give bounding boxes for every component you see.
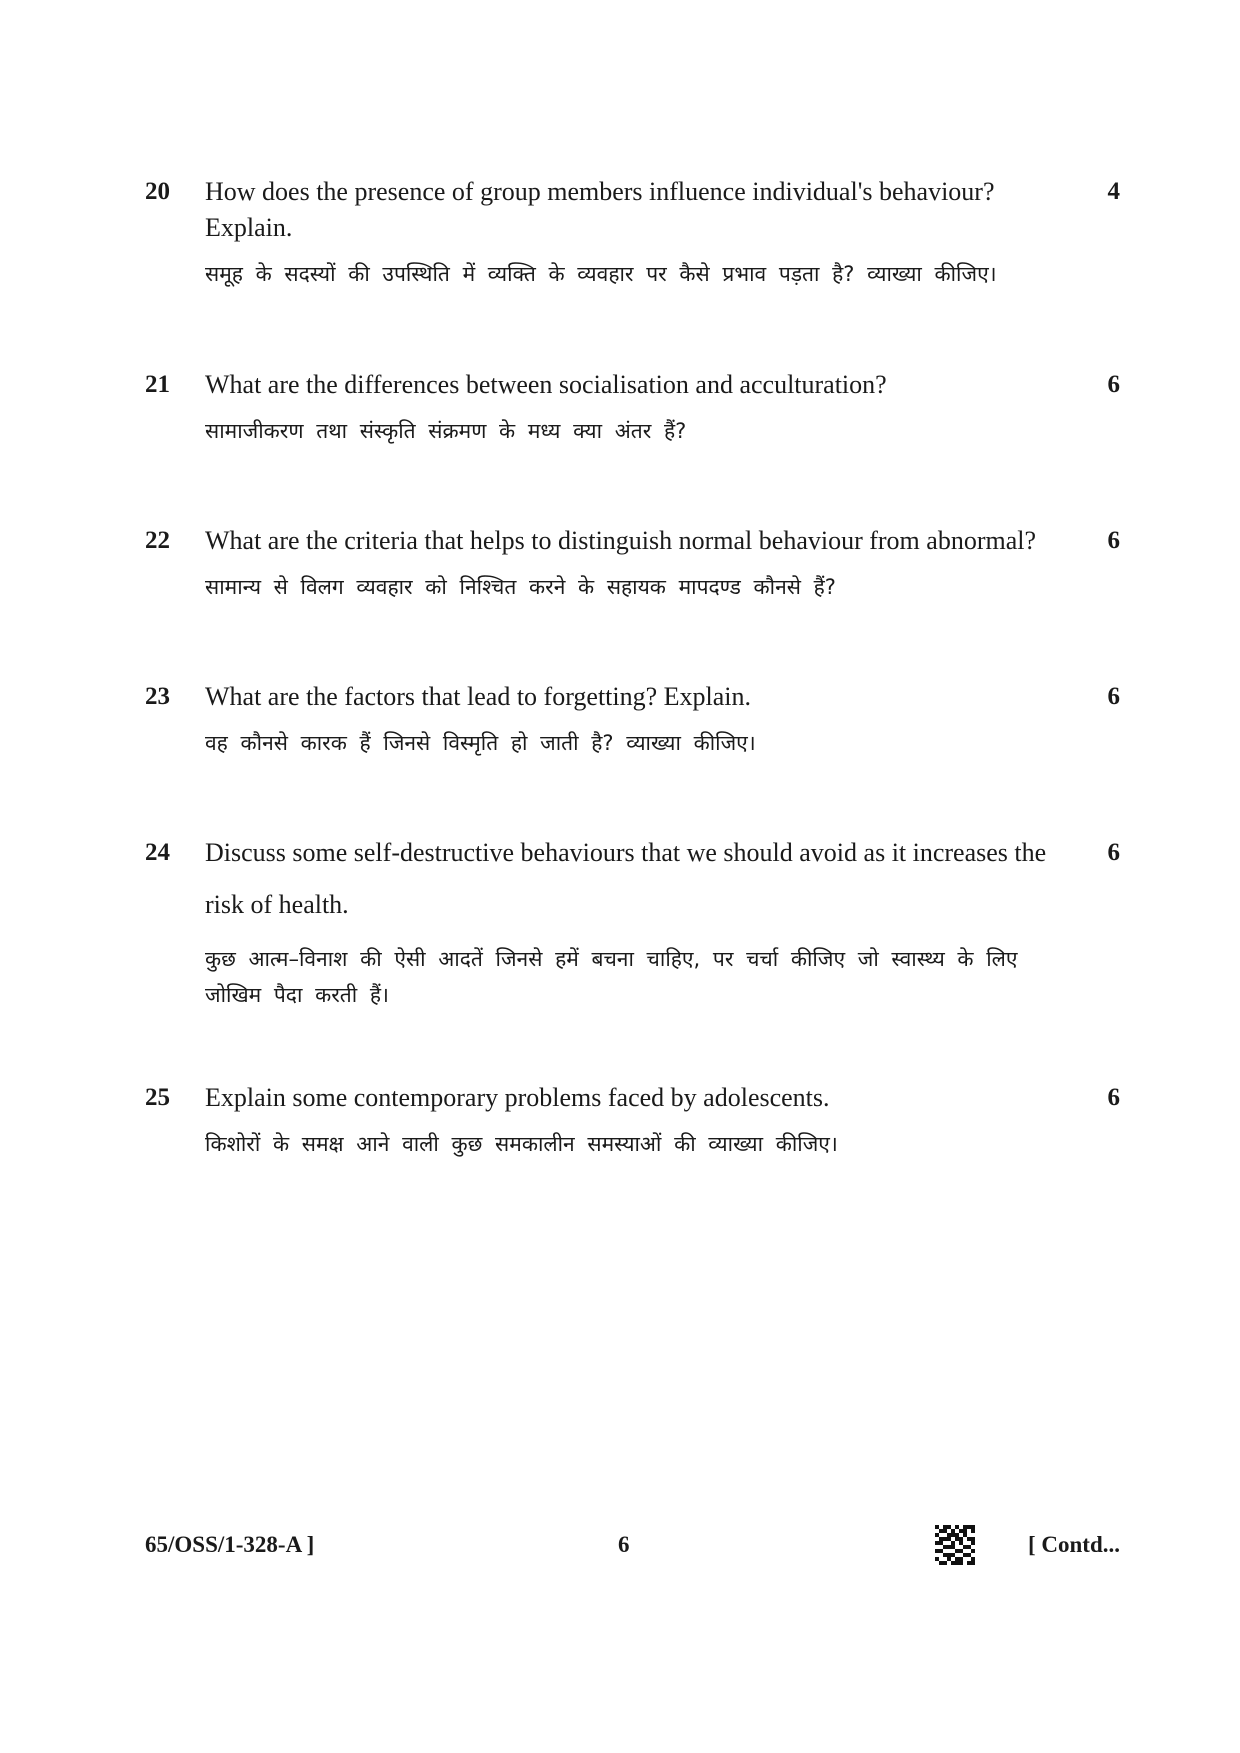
question-24 xyxy=(145,835,1120,1013)
question-text-english: Discuss some self-destructive behaviours that we should avoid as it increases the risk of health. xyxy=(205,838,1047,919)
question-text-hindi: समूह के सदस्यों की उपस्थिति में व्यक्ति के व्यवहार पर कैसे प्रभाव पड़ता है? व्याख्या कीजिए। xyxy=(205,262,997,286)
question-text-hindi: किशोरों के समक्ष आने वाली कुछ समकालीन समस्याओं की व्याख्या कीजिए। xyxy=(205,1132,838,1156)
question-text-english: What are the differences between socialisation and acculturation? xyxy=(205,370,887,399)
question-marks: 6 xyxy=(1107,683,1120,710)
question-marks: 6 xyxy=(1107,371,1120,398)
question-text-english: Explain some contemporary problems faced by adolescents. xyxy=(205,1083,830,1112)
question-marks: 6 xyxy=(1107,1084,1120,1111)
question-number: 24 xyxy=(145,839,170,866)
qr-code-icon xyxy=(935,1525,975,1565)
page-number: 6 xyxy=(618,1532,630,1557)
question-text-hindi: कुछ आत्म–विनाश की ऐसी आदतें जिनसे हमें बचना चाहिए, पर चर्चा कीजिए जो स्वास्थ्य के लिए जोखिम पैदा करती हैं। xyxy=(205,947,1018,1007)
question-text-english: How does the presence of group members influence individual's behaviour? Explain. xyxy=(205,177,995,242)
question-25 xyxy=(145,1080,1120,1162)
question-text-hindi: सामाजीकरण तथा संस्कृति संक्रमण के मध्य क्या अंतर हैं? xyxy=(205,419,687,443)
question-23 xyxy=(145,679,1120,761)
page-footer xyxy=(145,1525,1120,1565)
question-21 xyxy=(145,367,1120,449)
question-text-hindi: वह कौनसे कारक हैं जिनसे विस्मृति हो जाती है? व्याख्या कीजिए। xyxy=(205,731,756,755)
continued-label: [ Contd... xyxy=(1027,1532,1120,1557)
question-text-english: What are the criteria that helps to distinguish normal behaviour from abnormal? xyxy=(205,526,1037,555)
paper-code: 65/OSS/1-328-A ] xyxy=(145,1532,315,1557)
question-20 xyxy=(145,174,1120,292)
question-number: 22 xyxy=(145,527,170,554)
question-number: 20 xyxy=(145,178,170,205)
question-number: 25 xyxy=(145,1084,170,1111)
question-text-english: What are the factors that lead to forgetting? Explain. xyxy=(205,682,752,711)
question-marks: 6 xyxy=(1107,527,1120,554)
question-marks: 6 xyxy=(1107,839,1120,866)
question-number: 21 xyxy=(145,371,170,398)
question-number: 23 xyxy=(145,683,170,710)
question-text-hindi: सामान्य से विलग व्यवहार को निश्चित करने के सहायक मापदण्ड कौनसे हैं? xyxy=(205,575,836,599)
question-22 xyxy=(145,523,1120,605)
question-marks: 4 xyxy=(1107,178,1120,205)
